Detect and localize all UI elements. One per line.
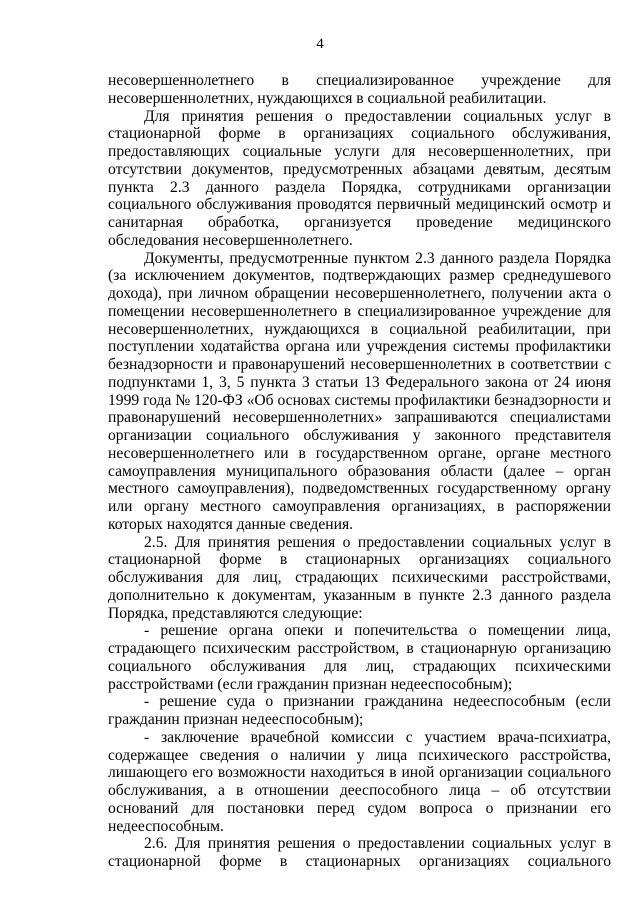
paragraph-medical-examination: Для принятия решения о предоставлении социальных услуг в стационарной форме в организациях социального обслуживания, предоставляющих социальные услуги для несовершеннолетних, при отсутствии документов, предусмотренных абзацами девятым, десятым пункта 2.3 данного раздела Порядка, сотрудниками организации социального обслуживания проводятся первичный медицинский осмотр и санитарная обработка, организуется проведение медицинского обследования несовершеннолетнего. (108, 107, 611, 249)
list-item-medical-commission: - заключение врачебной комиссии с участием врача-психиатра, содержащее сведения о наличии у лица психического расстройства, лишающего его возможности находиться в иной организации социального обслуживания, а в отношении дееспособного лица – об отсутствии оснований для постановки перед судом вопроса о признании его недееспособным. (108, 728, 611, 835)
paragraph-clause-2-5: 2.5. Для принятия решения о предоставлении социальных услуг в стационарной форме в стационарных организациях социального обслуживания для лиц, страдающих психическими расстройствами, дополнительно к документам, указанным в пункте 2.3 данного раздела Порядка, представляются следующие: (108, 533, 611, 622)
paragraph-continuation: несовершеннолетнего в специализированное учреждение для несовершеннолетних, нуждающихся в социальной реабилитации. (108, 72, 611, 107)
list-item-court-decision: - решение суда о признании гражданина недееспособным (если гражданин признан недееспособным); (108, 693, 611, 728)
paragraph-documents-request: Документы, предусмотренные пунктом 2.3 данного раздела Порядка (за исключением документов, подтверждающих размер среднедушевого дохода), при личном обращении несовершеннолетнего, получении акта о помещении несовершеннолетнего в специализированное учреждение для несовершеннолетних, нуждающихся в социальной реабилитации, при поступлении ходатайства органа или учреждения системы профилактики безнадзорности и правонарушений несовершеннолетних в соответствии с подпунктами 1, 3, 5 пункта 3 статьи 13 Федерального закона от 24 июня 1999 года № 120-ФЗ «Об основах системы профилактики безнадзорности и правонарушений несовершеннолетних» запрашиваются специалистами организации социального обслуживания у законного представителя несовершеннолетнего или в государственном органе, органе местного самоуправления муниципального образования области (далее – орган местного самоуправления), подведомственных государственному органу или органу местного самоуправления организациях, в распоряжении которых находятся данные сведения. (108, 249, 612, 533)
page-number: 4 (316, 36, 324, 52)
list-item-guardianship-decision: - решение органа опеки и попечительства о помещении лица, страдающего психическим расстройством, в стационарную организацию социального обслуживания для лиц, страдающих психическими расстройствами (если гражданин признан недееспособным); (108, 622, 611, 693)
paragraph-clause-2-6: 2.6. Для принятия решения о предоставлении социальных услуг в стационарной форме в стационарных организациях социального (108, 835, 611, 870)
document-body (108, 72, 611, 871)
